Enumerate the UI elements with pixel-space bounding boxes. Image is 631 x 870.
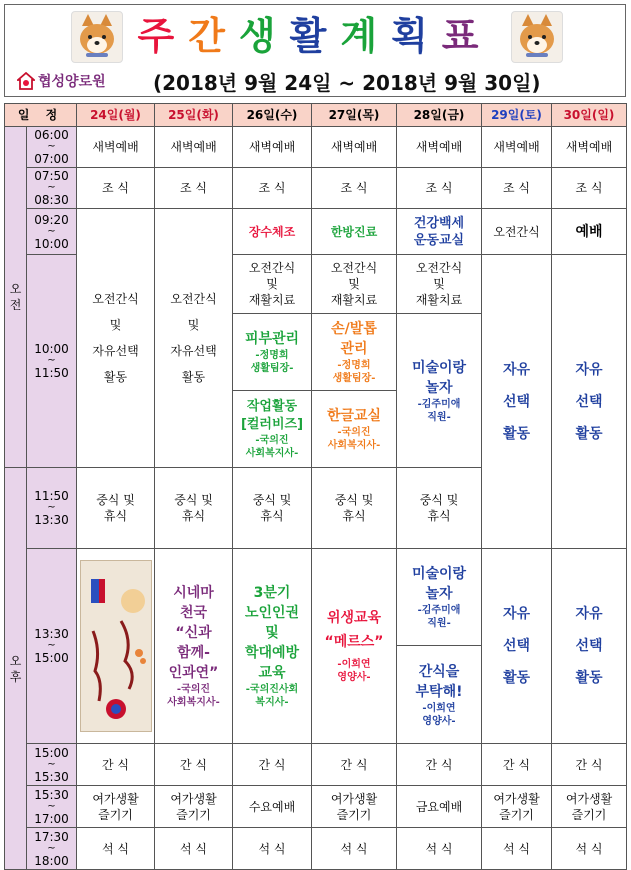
rights-education: 3분기 노인인권 및 학대예방 교육 -국의진사회 복지사- xyxy=(233,549,312,744)
table-row xyxy=(5,549,627,744)
table-row xyxy=(5,127,627,168)
title-char: 주 xyxy=(137,14,189,58)
lunch: 중식 및 휴식 xyxy=(155,468,233,549)
free-activity: 자유 선택 활동 xyxy=(552,549,627,744)
time-cell: 07:50 ~ 08:30 xyxy=(27,168,77,209)
lunch: 중식 및 휴식 xyxy=(397,468,482,549)
morning-snack: 오전간식 xyxy=(482,209,552,255)
breakfast: 조 식 xyxy=(552,168,627,209)
day-header: 30일(일) xyxy=(552,104,627,127)
title-char: 간 xyxy=(188,14,239,58)
title-char: 계 xyxy=(340,14,392,58)
dinner: 석 식 xyxy=(233,828,312,870)
dinner: 석 식 xyxy=(397,828,482,870)
breakfast: 조 식 xyxy=(482,168,552,209)
am-label: 오 전 xyxy=(5,127,27,468)
time-cell: 10:00 ~ 11:50 xyxy=(27,255,77,468)
title-char: 생 xyxy=(238,14,290,58)
time-cell: 17:30 ~ 18:00 xyxy=(27,828,77,870)
title-char: 획 xyxy=(391,14,442,58)
pm-label: 오 후 xyxy=(5,468,27,870)
leisure: 여가생활 즐기기 xyxy=(77,786,155,828)
breakfast: 조 식 xyxy=(397,168,482,209)
hygiene-education: 위생교육 “메르스” -이희연 영양사- xyxy=(312,549,397,744)
fri-afternoon: 미술이랑 놀자 -김주미애 직원- 간식을 부탁해! -이희연 영양사- xyxy=(397,549,482,744)
table-header-row xyxy=(5,104,627,127)
snack: 간 식 xyxy=(77,744,155,786)
wed-morning: 오전간식 및 재활치료 피부관리 -정명희 생활팀장- 작업활동 [컬러비즈] -국의진 사회복지사- xyxy=(233,255,312,468)
lunch: 중식 및 휴식 xyxy=(77,468,155,549)
health-class: 건강백세 운동교실 xyxy=(397,209,482,255)
day-header: 24일(월) xyxy=(77,104,155,127)
snack: 간 식 xyxy=(312,744,397,786)
title-char: 활 xyxy=(289,14,341,58)
dinner: 석 식 xyxy=(312,828,397,870)
chuseok-image xyxy=(77,549,155,744)
breakfast: 조 식 xyxy=(77,168,155,209)
lunch: 중식 및 휴식 xyxy=(312,468,397,549)
weekly-schedule-table xyxy=(4,103,627,870)
time-cell: 15:00 ~ 15:30 xyxy=(27,744,77,786)
activity-cell: 오전간식 및 자유선택 활동 xyxy=(77,209,155,468)
header-box xyxy=(4,4,626,97)
day-header: 25일(화) xyxy=(155,104,233,127)
leisure: 여가생활 즐기기 xyxy=(482,786,552,828)
leisure: 여가생활 즐기기 xyxy=(312,786,397,828)
table-row xyxy=(5,168,627,209)
free-activity: 자유 선택 활동 xyxy=(482,255,552,549)
snack: 간 식 xyxy=(397,744,482,786)
org-logo xyxy=(17,71,106,91)
dawn-service: 새벽예배 xyxy=(552,127,627,168)
dinner: 석 식 xyxy=(77,828,155,870)
dawn-service: 새벽예배 xyxy=(482,127,552,168)
fri-morning: 오전간식 및 재활치료 미술이랑 놀자 -김주미애 직원- xyxy=(397,255,482,468)
breakfast: 조 식 xyxy=(312,168,397,209)
breakfast: 조 식 xyxy=(233,168,312,209)
oriental-clinic: 한방진료 xyxy=(312,209,397,255)
thu-morning: 오전간식 및 재활치료 손/발톱 관리 -정명희 생활팀장- 한글교실 -국의진 사회복지사- xyxy=(312,255,397,468)
table-row xyxy=(5,209,627,255)
title-char: 표 xyxy=(441,14,493,58)
snack: 간 식 xyxy=(482,744,552,786)
leisure: 여가생활 즐기기 xyxy=(155,786,233,828)
day-header: 26일(수) xyxy=(233,104,312,127)
snack: 간 식 xyxy=(233,744,312,786)
corner-cell: 일 정 xyxy=(5,104,77,127)
org-name: 협성양로원 xyxy=(38,74,106,90)
schedule-period: (2018년 9월 24일 ~ 2018년 9월 30일) xyxy=(153,71,541,95)
table-row xyxy=(5,828,627,870)
leisure: 여가생활 즐기기 xyxy=(552,786,627,828)
house-logo-icon xyxy=(17,72,35,90)
dawn-service: 새벽예배 xyxy=(233,127,312,168)
time-cell: 13:30 ~ 15:00 xyxy=(27,549,77,744)
dawn-service: 새벽예배 xyxy=(312,127,397,168)
free-activity: 자유 선택 활동 xyxy=(552,255,627,549)
free-activity: 자유 선택 활동 xyxy=(482,549,552,744)
snack: 간 식 xyxy=(552,744,627,786)
jangsu-exercise: 장수체조 xyxy=(233,209,312,255)
time-cell: 06:00 ~ 07:00 xyxy=(27,127,77,168)
dinner: 석 식 xyxy=(155,828,233,870)
time-cell: 11:50 ~ 13:30 xyxy=(27,468,77,549)
activity-cell: 오전간식 및 자유선택 활동 xyxy=(155,209,233,468)
snack: 간 식 xyxy=(155,744,233,786)
page-title xyxy=(5,11,625,61)
dawn-service: 새벽예배 xyxy=(155,127,233,168)
breakfast: 조 식 xyxy=(155,168,233,209)
day-header: 28일(금) xyxy=(397,104,482,127)
fri-service: 금요예배 xyxy=(397,786,482,828)
time-cell: 09:20 ~ 10:00 xyxy=(27,209,77,255)
dawn-service: 새벽예배 xyxy=(77,127,155,168)
table-row xyxy=(5,744,627,786)
dawn-service: 새벽예배 xyxy=(397,127,482,168)
table-row xyxy=(5,786,627,828)
chuseok-card-illustration xyxy=(80,560,152,732)
time-cell: 15:30 ~ 17:00 xyxy=(27,786,77,828)
cinema-program: 시네마 천국 “신과 함께- 인과연” -국의진 사회복지사- xyxy=(155,549,233,744)
lunch: 중식 및 휴식 xyxy=(233,468,312,549)
worship: 예배 xyxy=(552,209,627,255)
dinner: 석 식 xyxy=(552,828,627,870)
day-header: 29일(토) xyxy=(482,104,552,127)
dinner: 석 식 xyxy=(482,828,552,870)
day-header: 27일(목) xyxy=(312,104,397,127)
wed-service: 수요예배 xyxy=(233,786,312,828)
